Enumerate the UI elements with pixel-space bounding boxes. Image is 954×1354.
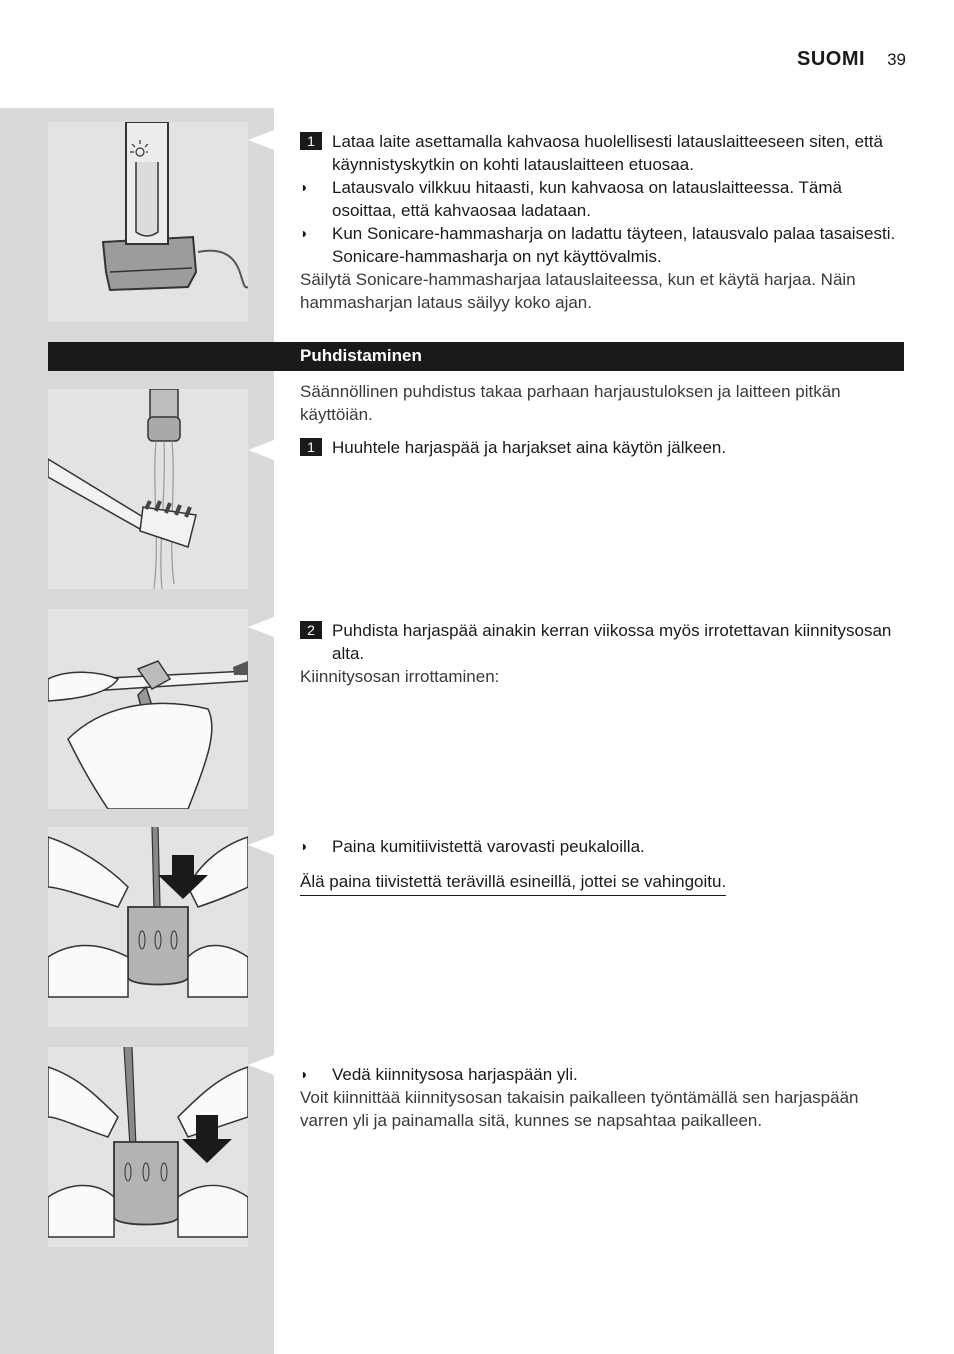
press-block bbox=[300, 835, 906, 896]
cleaning-intro: Säännöllinen puhdistus takaa parhaan harjaustuloksen ja laitteen pitkän käyttöiän. bbox=[300, 382, 841, 424]
removal-label: Kiinnitysosan irrottaminen: bbox=[300, 667, 500, 686]
bullet-text: Paina kumitiivistettä varovasti peukaloilla. bbox=[332, 837, 645, 856]
step-1-rinse bbox=[300, 436, 906, 459]
charger-illustration bbox=[48, 122, 248, 322]
bullet-pull bbox=[300, 1063, 906, 1086]
bullet-icon: ◗ bbox=[300, 838, 309, 854]
illustration-pointer bbox=[248, 617, 274, 637]
charging-instructions bbox=[300, 130, 906, 314]
bullet-icon: ◗ bbox=[300, 1066, 309, 1082]
reattach-note: Voit kiinnittää kiinnitysosan takaisin paikalleen työntämällä sen harjaspään varren yli ja painamalla sitä, kunnes se napsahtaa paikalleen. bbox=[300, 1088, 859, 1130]
bullet-text: Vedä kiinnitysosa harjaspään yli. bbox=[332, 1065, 578, 1084]
bullet-text: Kun Sonicare-hammasharja on ladattu täyteen, latausvalo palaa tasaisesti. Sonicare-hammasharja on nyt käyttövalmis. bbox=[332, 224, 896, 266]
section-title: Puhdistaminen bbox=[300, 346, 422, 365]
warning-text: Älä paina tiivistettä terävillä esineillä, jottei se vahingoitu. bbox=[300, 870, 726, 896]
bullet-text: Latausvalo vilkkuu hitaasti, kun kahvaosa on latauslaitteessa. Tämä osoittaa, että kahvaosaa ladataan. bbox=[332, 178, 842, 220]
section-heading-bar bbox=[48, 342, 904, 371]
step-2-block bbox=[300, 619, 906, 688]
step-number: 2 bbox=[300, 621, 322, 639]
bullet-press bbox=[300, 835, 906, 858]
pull-illustration bbox=[48, 1047, 248, 1247]
page-number: 39 bbox=[887, 50, 906, 69]
step-1-charge bbox=[300, 130, 906, 176]
step-text: Lataa laite asettamalla kahvaosa huolellisesti latauslaitteeseen siten, että käynnistyskytkin on kohti latauslaitteen etuosaa. bbox=[332, 132, 883, 174]
page-header bbox=[797, 48, 906, 71]
clean-illustration bbox=[48, 609, 248, 809]
step-2-clean bbox=[300, 619, 906, 665]
bullet-icon: ◗ bbox=[300, 179, 309, 195]
cleaning-intro-block bbox=[300, 380, 906, 459]
bullet-full bbox=[300, 222, 906, 268]
press-illustration bbox=[48, 827, 248, 1027]
step-text: Puhdista harjaspää ainakin kerran viikossa myös irrotettavan kiinnitysosan alta. bbox=[332, 621, 892, 663]
step-number: 1 bbox=[300, 132, 322, 150]
illustration-pointer bbox=[248, 130, 274, 150]
rinse-illustration bbox=[48, 389, 248, 589]
warning-wrap bbox=[300, 870, 906, 896]
bullet-blink bbox=[300, 176, 906, 222]
step-number: 1 bbox=[300, 438, 322, 456]
language-label: SUOMI bbox=[797, 48, 866, 70]
pull-block bbox=[300, 1063, 906, 1132]
storage-note: Säilytä Sonicare-hammasharjaa latauslaiteessa, kun et käytä harjaa. Näin hammasharjan lataus säilyy koko ajan. bbox=[300, 270, 856, 312]
illustration-pointer bbox=[248, 1055, 274, 1075]
step-text: Huuhtele harjaspää ja harjakset aina käytön jälkeen. bbox=[332, 438, 727, 457]
illustration-pointer bbox=[248, 440, 274, 460]
bullet-icon: ◗ bbox=[300, 225, 309, 241]
illustration-pointer bbox=[248, 835, 274, 855]
